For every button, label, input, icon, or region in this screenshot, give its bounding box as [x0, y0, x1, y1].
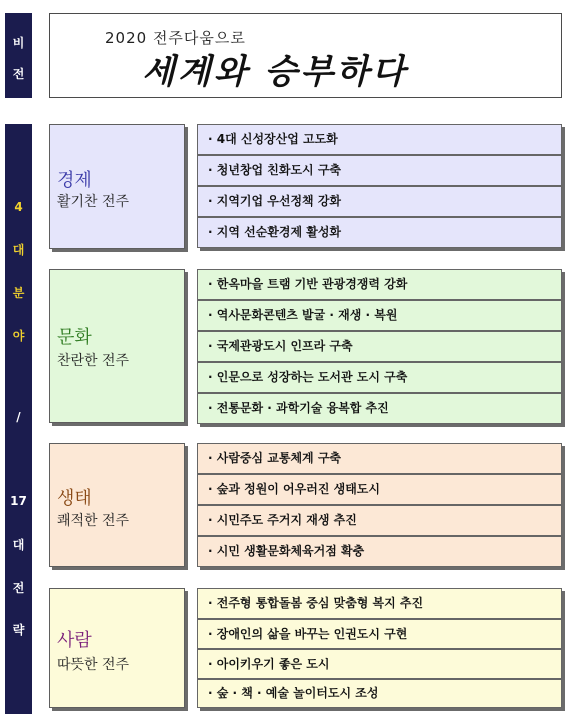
list-item: · 4대 신성장산업 고도화: [197, 124, 562, 155]
vision-title: 세계와 승부하다: [142, 52, 408, 92]
category-people-desc: 따뜻한 전주: [57, 657, 130, 673]
vision-sidebar-char-1: 비: [12, 36, 25, 50]
vision-box: [49, 13, 562, 98]
list-item: · 청년창업 친화도시 구축: [197, 155, 562, 186]
list-item: · 장애인의 삶을 바꾸는 인권도시 구현: [197, 619, 562, 649]
areas-sidebar-char-8: 전: [12, 581, 25, 595]
list-item: · 숲 · 책 · 예술 놀이터도시 조성: [197, 679, 562, 708]
culture-items: [197, 269, 562, 424]
list-item: · 사람중심 교통체계 구축: [197, 443, 562, 474]
category-economy-name: 경제: [57, 170, 92, 191]
vision-subtitle: 2020 전주다움으로: [105, 29, 246, 47]
category-people-name: 사람: [57, 630, 92, 651]
list-item: · 국제관광도시 인프라 구축: [197, 331, 562, 362]
list-item: · 전주형 통합돌봄 중심 맞춤형 복지 추진: [197, 588, 562, 619]
list-item: · 한옥마을 트램 기반 관광경쟁력 강화: [197, 269, 562, 300]
vision-sidebar: [5, 13, 32, 98]
list-item: · 지역 선순환경제 활성화: [197, 217, 562, 248]
areas-sidebar-char-5: /: [16, 410, 21, 424]
list-item: · 인문으로 성장하는 도서관 도시 구축: [197, 362, 562, 393]
category-people: [49, 588, 185, 708]
areas-sidebar-char-2: 대: [12, 243, 25, 257]
category-ecology-desc: 쾌적한 전주: [57, 513, 130, 529]
areas-sidebar-char-3: 분: [12, 286, 25, 300]
category-culture-name: 문화: [57, 327, 92, 348]
list-item: · 전통문화 · 과학기술 융복합 추진: [197, 393, 562, 424]
list-item: · 숲과 정원이 어우러진 생태도시: [197, 474, 562, 505]
areas-sidebar-char-1: 4: [14, 200, 23, 214]
areas-sidebar-char-9: 략: [12, 623, 25, 637]
areas-sidebar: [5, 124, 32, 714]
areas-sidebar-char-6: 17: [10, 494, 27, 508]
category-culture-desc: 찬란한 전주: [57, 353, 130, 369]
category-ecology: [49, 443, 185, 567]
category-culture: [49, 269, 185, 423]
list-item: · 시민 생활문화체육거점 확충: [197, 536, 562, 567]
areas-sidebar-char-7: 대: [12, 538, 25, 552]
vision-sidebar-char-2: 전: [12, 67, 25, 81]
list-item: · 시민주도 주거지 재생 추진: [197, 505, 562, 536]
ecology-items: [197, 443, 562, 567]
category-economy-desc: 활기찬 전주: [57, 194, 130, 210]
list-item: · 역사문화콘텐츠 발굴 · 재생 · 복원: [197, 300, 562, 331]
category-ecology-name: 생태: [57, 488, 92, 509]
areas-sidebar-char-4: 야: [12, 329, 25, 343]
category-economy: [49, 124, 185, 249]
list-item: · 아이키우기 좋은 도시: [197, 649, 562, 679]
economy-items: [197, 124, 562, 248]
people-items: [197, 588, 562, 708]
list-item: · 지역기업 우선정책 강화: [197, 186, 562, 217]
